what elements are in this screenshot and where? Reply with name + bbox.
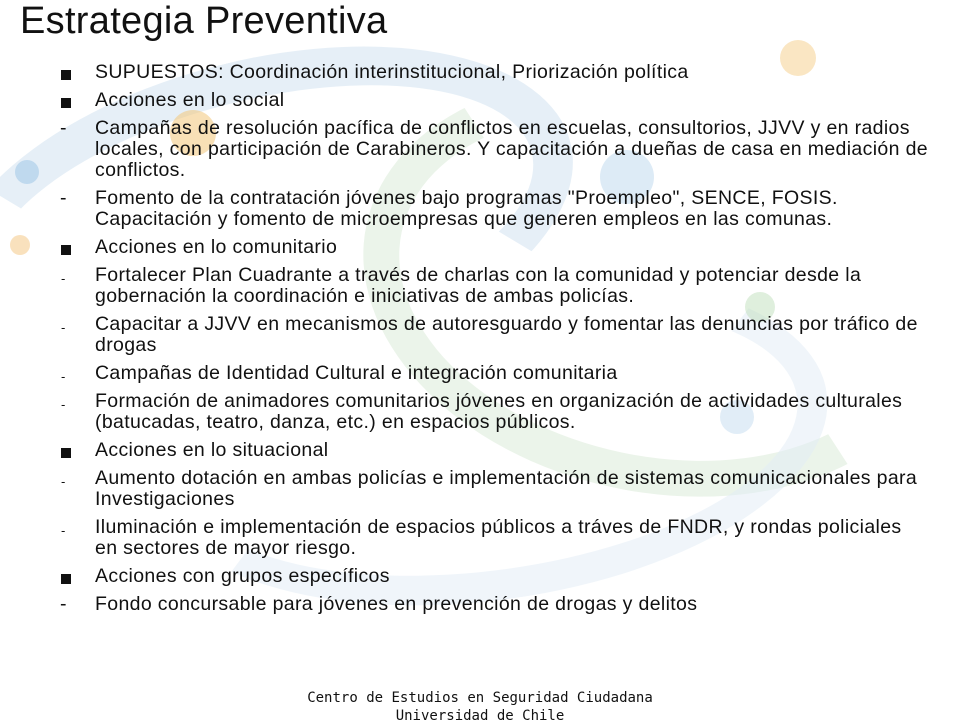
list-item [58,363,928,384]
list-item [58,90,928,111]
slide-content [58,59,928,615]
list-item-text: Acciones en lo social [95,89,285,111]
dash-marker: - [60,117,67,139]
dash-marker: - [61,523,66,538]
list-item-text: Campañas de resolución pacífica de conflictos en escuelas, consultorios, JJVV y en radios locales, con participación de Carabineros. Y capacitación a dueñas de casa en mediación de conflictos. [95,117,928,181]
square-bullet-icon [61,70,71,80]
list-item-text: Acciones en lo comunitario [95,236,338,258]
dash-marker: - [61,271,66,286]
list-item [58,237,928,258]
list-item [58,391,928,433]
list-item-text: Acciones en lo situacional [95,439,329,461]
slide-title: Estrategia Preventiva [20,0,388,42]
list-item [58,314,928,356]
list-item [58,517,928,559]
list-item [58,594,928,615]
decorative-dot [10,235,30,255]
list-item [58,566,928,587]
list-item-text: Iluminación e implementación de espacios públicos a tráves de FNDR, y rondas policiales en sectores de mayor riesgo. [95,516,902,559]
list-item [58,118,928,181]
list-item [58,265,928,307]
dash-marker: - [61,369,66,384]
list-item [58,188,928,230]
list-item-text: Aumento dotación en ambas policías e implementación de sistemas comunicacionales para Investigaciones [95,467,918,510]
decorative-dot [15,160,39,184]
square-bullet-icon [61,98,71,108]
list-item [58,62,928,83]
square-bullet-icon [61,448,71,458]
footer-line-university: Universidad de Chile [395,708,565,724]
dash-marker: - [60,187,67,209]
dash-marker: - [61,474,66,489]
square-bullet-icon [61,574,71,584]
footer-line-center: Centro de Estudios en Seguridad Ciudadana [307,690,653,706]
list-item-text: Formación de animadores comunitarios jóvenes en organización de actividades culturales (batucadas, teatro, danza, etc.) en espacios públicos. [95,390,903,433]
list-item-text: Fomento de la contratación jóvenes bajo programas "Proempleo", SENCE, FOSIS. Capacitación y fomento de microempresas que generen empleos en las comunas. [95,187,838,230]
list-item-text: Fondo concursable para jóvenes en prevención de drogas y delitos [95,593,698,615]
dash-marker: - [60,593,67,615]
list-item-text: Acciones con grupos específicos [95,565,390,587]
list-item-text: Capacitar a JJVV en mecanismos de autoresguardo y fomentar las denuncias por tráfico de drogas [95,313,918,356]
list-item-text: SUPUESTOS: Coordinación interinstitucional, Priorización política [95,61,689,83]
list-item [58,468,928,510]
list-item-text: Campañas de Identidad Cultural e integración comunitaria [95,362,618,384]
square-bullet-icon [61,245,71,255]
dash-marker: - [61,397,66,412]
dash-marker: - [61,320,66,335]
list-item [58,440,928,461]
list-item-text: Fortalecer Plan Cuadrante a través de charlas con la comunidad y potenciar desde la gobernación la coordinación e iniciativas de ambas policías. [95,264,862,307]
